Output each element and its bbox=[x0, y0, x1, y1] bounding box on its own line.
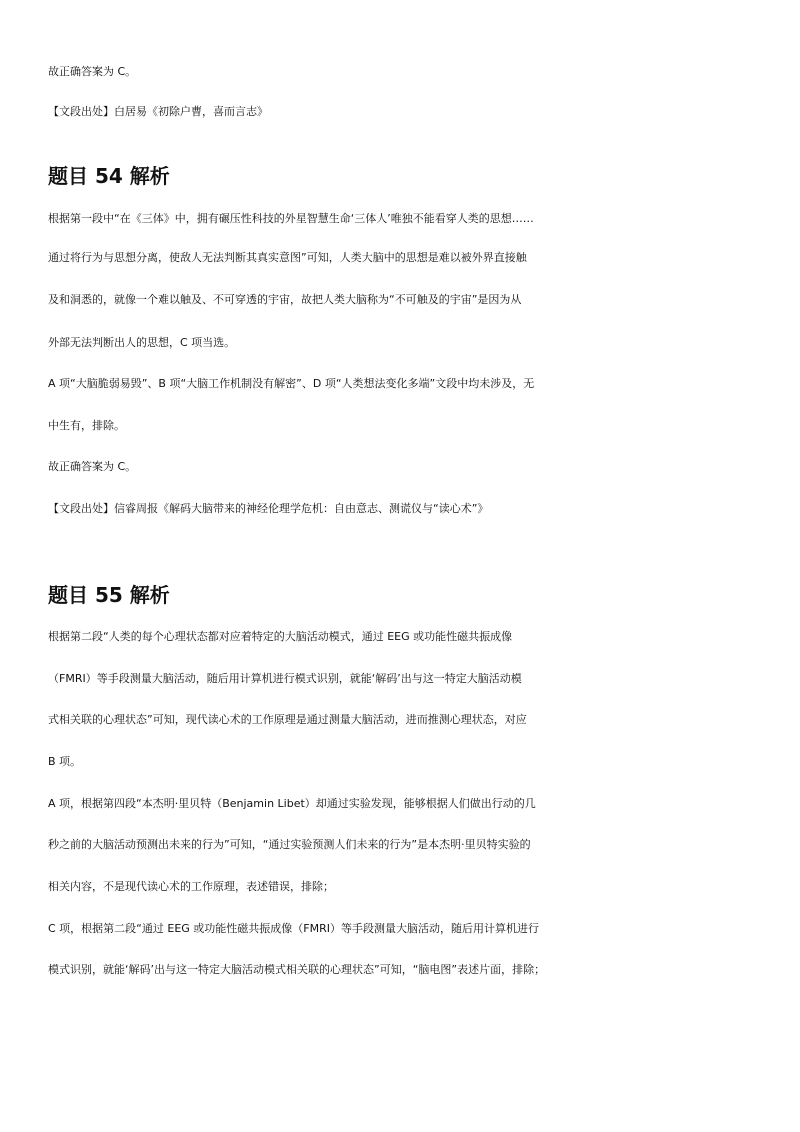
q54-heading: 题目 54 解析 bbox=[48, 164, 170, 188]
q55-line: B 项。 bbox=[48, 755, 82, 768]
source-line-53: 【文段出处】白居易《初除户曹，喜而言志》 bbox=[48, 105, 268, 118]
q55-heading: 题目 55 解析 bbox=[48, 583, 170, 607]
q55-line: 根据第二段“人类的每个心理状态都对应着特定的大脑活动模式，通过 EEG 或功能性磁共振成像 bbox=[48, 630, 513, 643]
q54-source-line: 【文段出处】信睿周报《解码大脑带来的神经伦理学危机：自由意志、测谎仪与“读心术”》 bbox=[48, 502, 489, 515]
q54-line: 及和洞悉的，就像一个难以触及、不可穿透的宇宙，故把人类大脑称为“不可触及的宇宙”是因为从 bbox=[48, 293, 522, 306]
q55-line: 式相关联的心理状态”可知，现代读心术的工作原理是通过测量大脑活动，进而推测心理状态，对应 bbox=[48, 713, 527, 726]
q54-line: A 项“大脑脆弱易毁”、B 项“大脑工作机制没有解密”、D 项“人类想法变化多端”文段中均未涉及，无 bbox=[48, 377, 535, 390]
q55-line: 秒之前的大脑活动预测出未来的行为”可知，“通过实验预测人们未来的行为”是本杰明·里贝特实验的 bbox=[48, 838, 531, 851]
q55-line: 模式识别，就能‘解码’出与这一特定大脑活动模式相关联的心理状态”可知，“脑电图”表述片面，排除； bbox=[48, 963, 546, 976]
q55-line: A 项，根据第四段“本杰明·里贝特（Benjamin Libet）却通过实验发现，能够根据人们做出行动的几 bbox=[48, 797, 536, 810]
q55-line: 相关内容，不是现代读心术的工作原理，表述错误，排除； bbox=[48, 880, 334, 893]
q54-answer-line: 故正确答案为 C。 bbox=[48, 460, 137, 473]
q55-line: C 项，根据第二段“通过 EEG 或功能性磁共振成像（FMRI）等手段测量大脑活动，随后用计算机进行 bbox=[48, 922, 539, 935]
q55-line: （FMRI）等手段测量大脑活动，随后用计算机进行模式识别，就能‘解码’出与这一特定大脑活动模 bbox=[48, 672, 522, 685]
answer-line-53: 故正确答案为 C。 bbox=[48, 65, 137, 78]
q54-line: 中生有，排除。 bbox=[48, 419, 125, 432]
q54-line: 通过将行为与思想分离，使敌人无法判断其真实意图”可知，人类大脑中的思想是难以被外界直接触 bbox=[48, 251, 527, 264]
q54-line: 根据第一段中“在《三体》中，拥有碾压性科技的外星智慧生命‘三体人’唯独不能看穿人类的思想…… bbox=[48, 212, 534, 225]
q54-line: 外部无法判断出人的思想，C 项当选。 bbox=[48, 336, 236, 349]
